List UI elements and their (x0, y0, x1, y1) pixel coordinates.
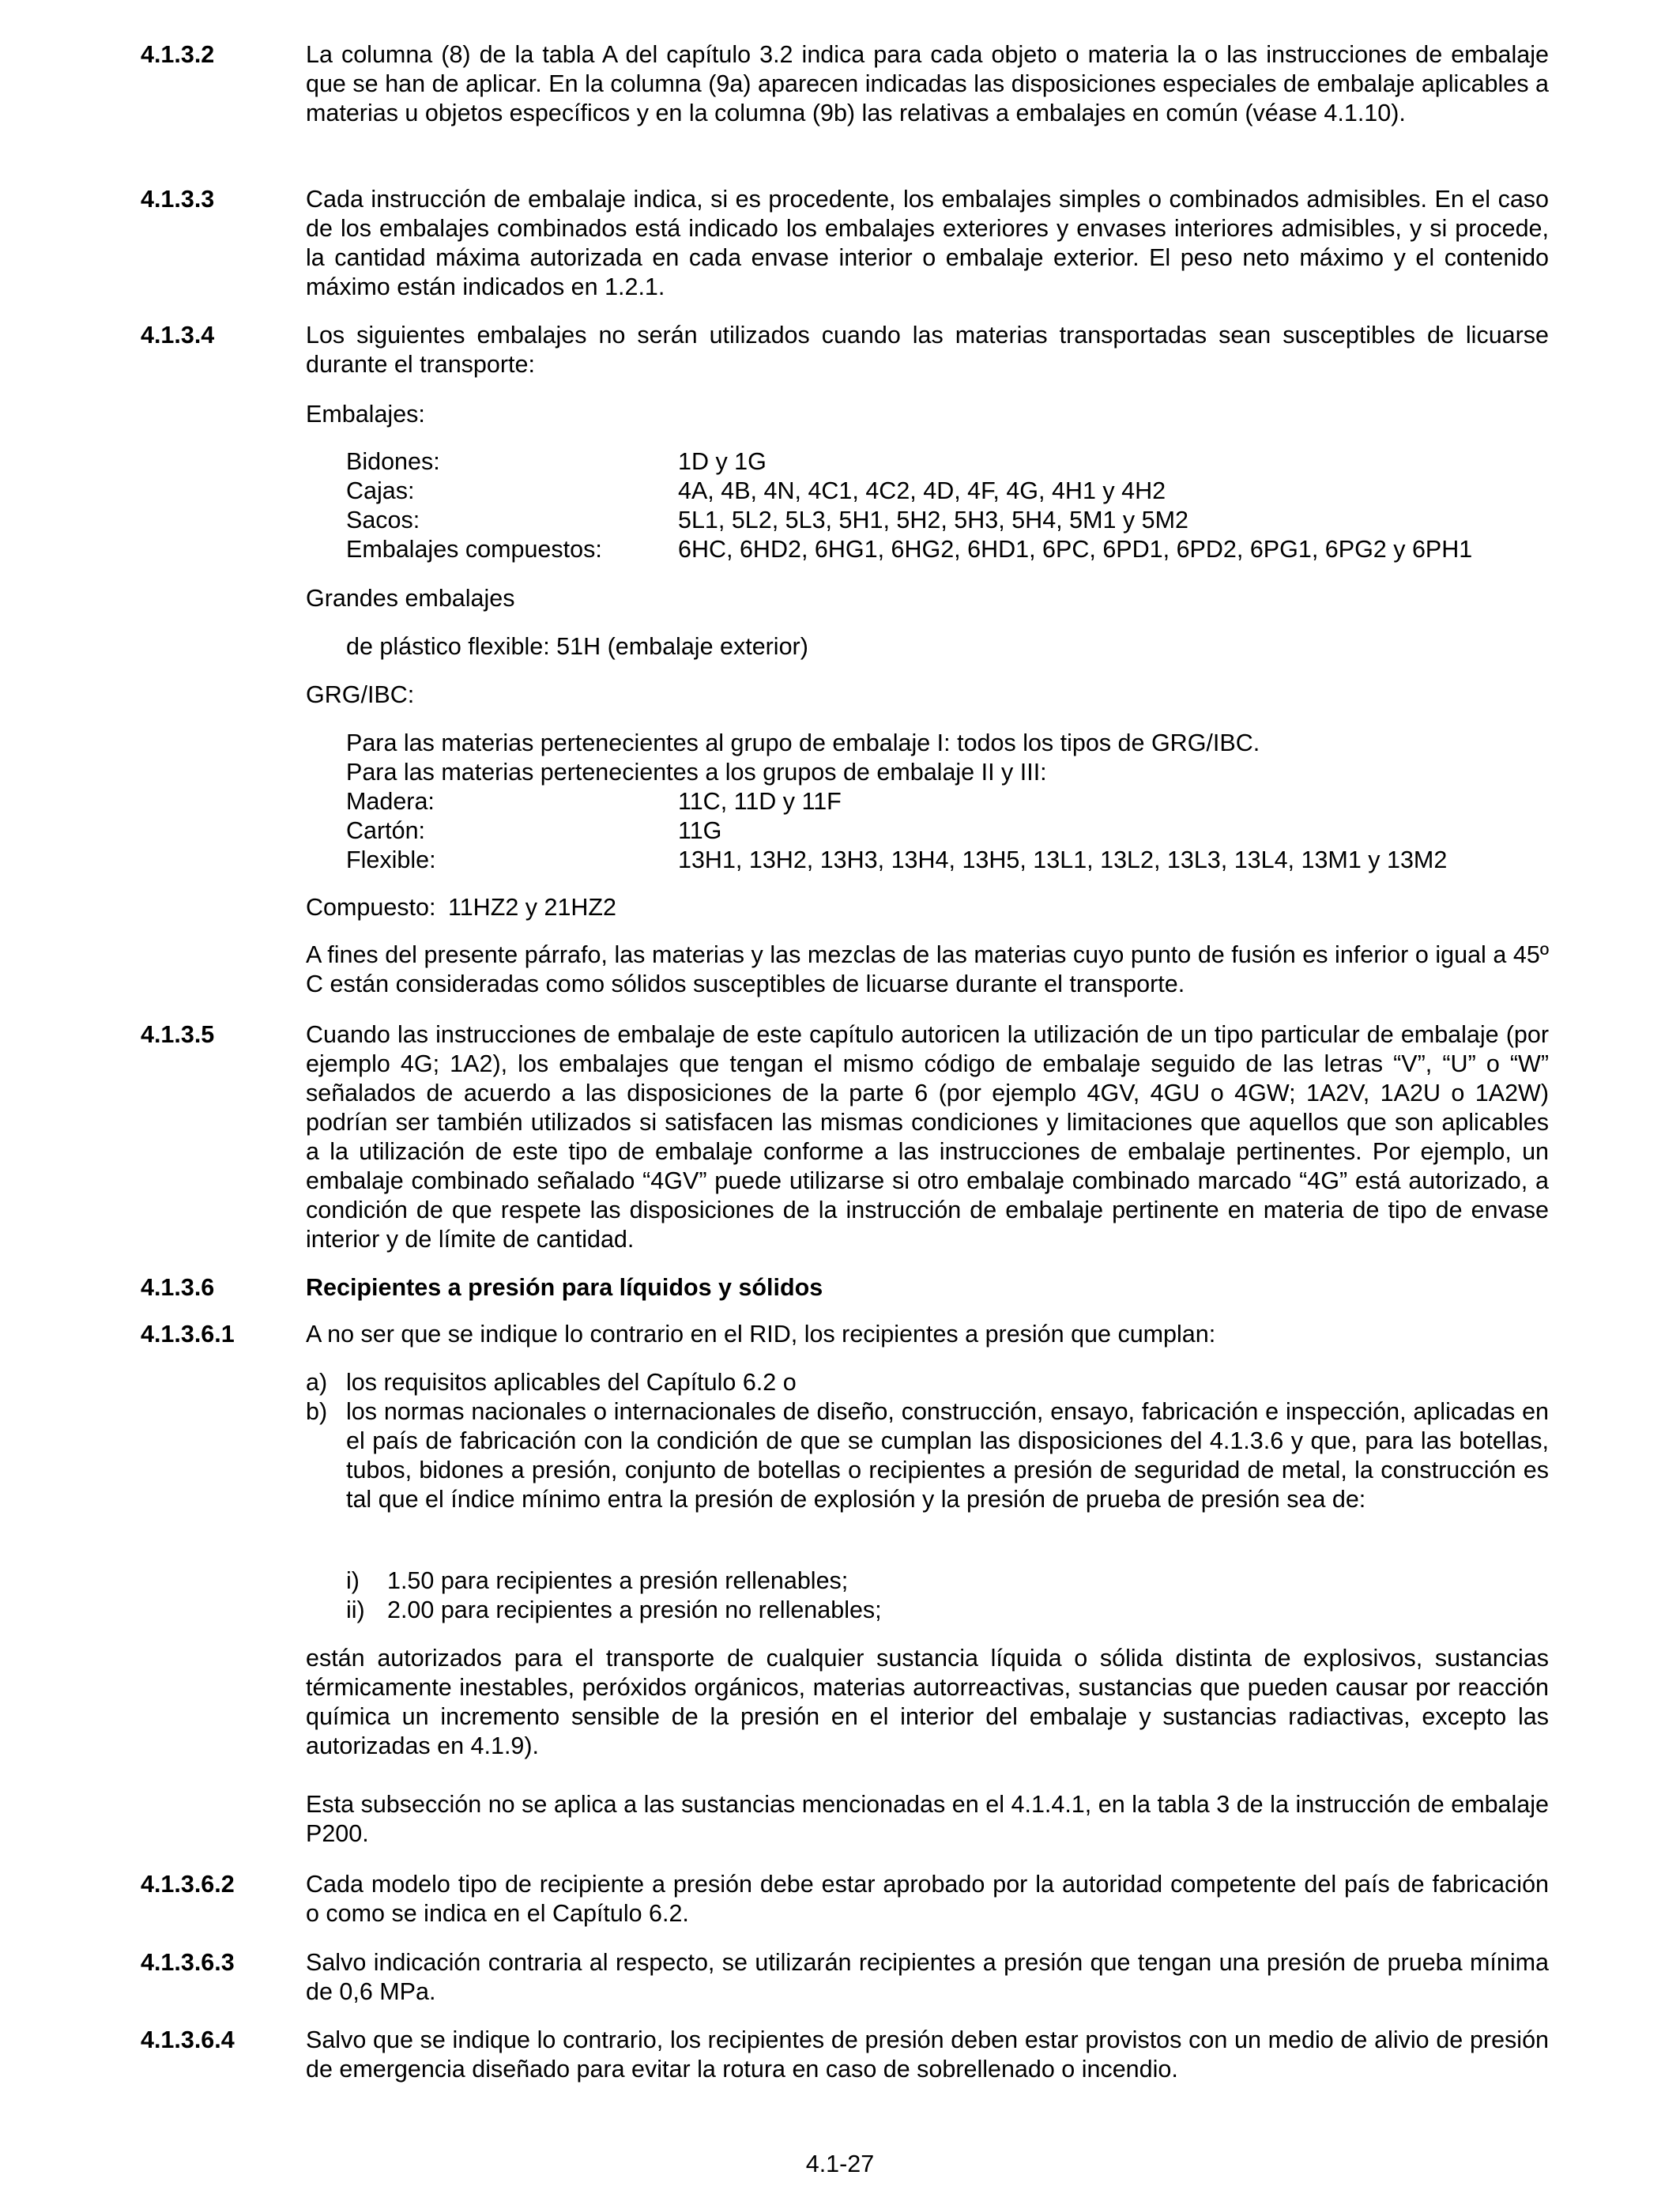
list-marker: b) (306, 1398, 328, 1425)
section-4-1-3-6-1 (141, 1320, 1549, 1349)
list-item (346, 816, 1547, 846)
section-number: 4.1.3.6.1 (141, 1321, 235, 1348)
item-label: Madera: (346, 788, 435, 815)
compuesto-line (306, 893, 617, 922)
list-item: los normas nacionales o internacionales de diseño, construcción, ensayo, fabricación e inspección, aplicadas en el país de fabricación con la condición de que se cumplan las disposiciones del 4.1.3.6 y que, para las botellas, tubos, bidones a presión, conjunto de botellas o recipientes a presión de seguridad de metal, la construcción es tal que el índice mínimo entra la presión de explosión y la presión de prueba de presión sea de: (346, 1398, 1549, 1513)
section-number: 4.1.3.6 (141, 1274, 215, 1301)
list-marker: a) (306, 1369, 328, 1396)
section-4-1-3-3 (141, 185, 1549, 302)
compuesto-label: Compuesto: (306, 894, 436, 921)
item-value: 4A, 4B, 4N, 4C1, 4C2, 4D, 4F, 4G, 4H1 y 4H2 (678, 477, 1166, 504)
paragraph: Esta subsección no se aplica a las sustancias mencionadas en el 4.1.4.1, en la tabla 3 de la instrucción de embalaje P200. (306, 1791, 1549, 1847)
sub-list-marker: i) (346, 1567, 360, 1594)
section-4-1-3-6-4 (141, 2026, 1549, 2084)
section-4-1-3-4 (141, 321, 1549, 379)
paragraph: están autorizados para el transporte de cualquier sustancia líquida o sólida distinta de explosivos, sustancias térmicamente inestables, peróxidos orgánicos, materias autorreactivas, sustancias que pueden causar por reacción química un incremento sensible de la presión en el interior del embalaje y sustancias radiactivas, excepto las autorizadas en 4.1.9). (306, 1645, 1549, 1759)
list-item (346, 787, 1547, 816)
compuesto-value: 11HZ2 y 21HZ2 (448, 894, 617, 921)
grandes-embalajes-item: de plástico flexible: 51H (embalaje exterior) (346, 633, 808, 660)
sub-list-item: 1.50 para recipientes a presión rellenables; (387, 1567, 849, 1594)
item-value: 1D y 1G (678, 448, 767, 475)
section-number: 4.1.3.6.4 (141, 2026, 235, 2053)
section-number: 4.1.3.6.3 (141, 1949, 235, 1976)
sub-list-marker: ii) (346, 1596, 365, 1623)
item-label: Cartón: (346, 817, 426, 844)
paragraph: Los siguientes embalajes no serán utilizados cuando las materias transportadas sean susceptibles de licuarse durante el transporte: (306, 322, 1549, 378)
list-item (346, 846, 1547, 875)
section-number: 4.1.3.4 (141, 322, 215, 349)
item-value: 13H1, 13H2, 13H3, 13H4, 13H5, 13L1, 13L2, 13L3, 13L4, 13M1 y 13M2 (678, 846, 1448, 873)
item-label: Sacos: (346, 507, 420, 533)
item-label: Embalajes compuestos: (346, 536, 602, 563)
item-value: 11C, 11D y 11F (678, 788, 842, 815)
paragraph: Cada instrucción de embalaje indica, si es procedente, los embalajes simples o combinados admisibles. En el caso de los embalajes combinados está indicado los embalajes exteriores y envases interiores admisibles, y si procede, la cantidad máxima autorizada en cada envase interior o embalaje exterior. El peso neto máximo y el contenido máximo están indicados en 1.2.1. (306, 186, 1549, 300)
paragraph: La columna (8) de la tabla A del capítulo 3.2 indica para cada objeto o materia la o las instrucciones de embalaje que se han de aplicar. En la columna (9a) aparecen indicadas las disposiciones especiales de embalaje aplicables a materias u objetos específicos y en la columna (9b) las relativas a embalajes en común (véase 4.1.10). (306, 41, 1549, 126)
section-4-1-3-2 (141, 40, 1549, 128)
grg-line: Para las materias pertenecientes al grupo de embalaje I: todos los tipos de GRG/IBC. (346, 729, 1260, 756)
paragraph: Salvo que se indique lo contrario, los recipientes de presión deben estar provistos con un medio de alivio de presión de emergencia diseñado para evitar la rotura en caso de sobrellenado o incendio. (306, 2026, 1549, 2083)
section-number: 4.1.3.6.2 (141, 1871, 235, 1898)
list-item: los requisitos aplicables del Capítulo 6.2 o (346, 1369, 797, 1396)
grg-line: Para las materias pertenecientes a los grupos de embalaje II y III: (346, 759, 1047, 786)
list-item (346, 535, 1547, 564)
item-value: 11G (678, 817, 722, 844)
grg-list (346, 787, 1547, 875)
paragraph: Salvo indicación contraria al respecto, se utilizarán recipientes a presión que tengan una presión de prueba mínima de 0,6 MPa. (306, 1949, 1549, 2005)
paragraph: A fines del presente párrafo, las materias y las mezclas de las materias cuyo punto de fusión es inferior o igual a 45º C están consideradas como sólidos susceptibles de licuarse durante el transporte. (306, 941, 1549, 997)
item-label: Flexible: (346, 846, 436, 873)
section-4-1-3-6-3 (141, 1948, 1549, 2007)
sub-list-item: 2.00 para recipientes a presión no rellenables; (387, 1596, 882, 1623)
embalajes-heading: Embalajes: (306, 401, 425, 428)
item-label: Bidones: (346, 448, 440, 475)
list-item (346, 506, 1547, 535)
section-number: 4.1.3.5 (141, 1021, 215, 1048)
page-number: 4.1-27 (805, 2151, 875, 2177)
embalajes-list (346, 447, 1547, 564)
paragraph: Cada modelo tipo de recipiente a presión debe estar aprobado por la autoridad competente del país de fabricación o como se indica en el Capítulo 6.2. (306, 1871, 1549, 1927)
section-4-1-3-6-2 (141, 1870, 1549, 1928)
item-value: 5L1, 5L2, 5L3, 5H1, 5H2, 5H3, 5H4, 5M1 y 5M2 (678, 507, 1188, 533)
paragraph: A no ser que se indique lo contrario en el RID, los recipientes a presión que cumplan: (306, 1321, 1216, 1348)
section-number: 4.1.3.3 (141, 186, 215, 213)
grg-heading: GRG/IBC: (306, 681, 415, 708)
item-value: 6HC, 6HD2, 6HG1, 6HG2, 6HD1, 6PC, 6PD1, 6PD2, 6PG1, 6PG2 y 6PH1 (678, 536, 1473, 563)
section-4-1-3-6 (141, 1273, 1549, 1302)
paragraph: Cuando las instrucciones de embalaje de este capítulo autoricen la utilización de un tipo particular de embalaje (por ejemplo 4G; 1A2), los embalajes que tengan el mismo código de embalaje seguido de las letras “V”, “U” o “W” señalados de acuerdo a las disposiciones de la parte 6 (por ejemplo 4GV, 4GU o 4GW; 1A2V, 1A2U o 1A2W) podrían ser también utilizados si satisfacen las mismas condiciones y limitaciones que aquellos que son aplicables a la utilización de este tipo de embalaje conforme a las instrucciones de embalaje pertinentes. Por ejemplo, un embalaje combinado señalado “4GV” puede utilizarse si otro embalaje combinado marcado “4G” está autorizado, a condición de que respete las disposiciones de la instrucción de embalaje pertinente en materia de tipo de envase interior y de límite de cantidad. (306, 1021, 1549, 1253)
list-item (346, 477, 1547, 506)
grandes-embalajes-heading: Grandes embalajes (306, 585, 515, 612)
list-item (346, 447, 1547, 477)
section-4-1-3-5 (141, 1020, 1549, 1254)
section-title: Recipientes a presión para líquidos y sólidos (306, 1274, 823, 1301)
item-label: Cajas: (346, 477, 415, 504)
section-number: 4.1.3.2 (141, 41, 215, 68)
